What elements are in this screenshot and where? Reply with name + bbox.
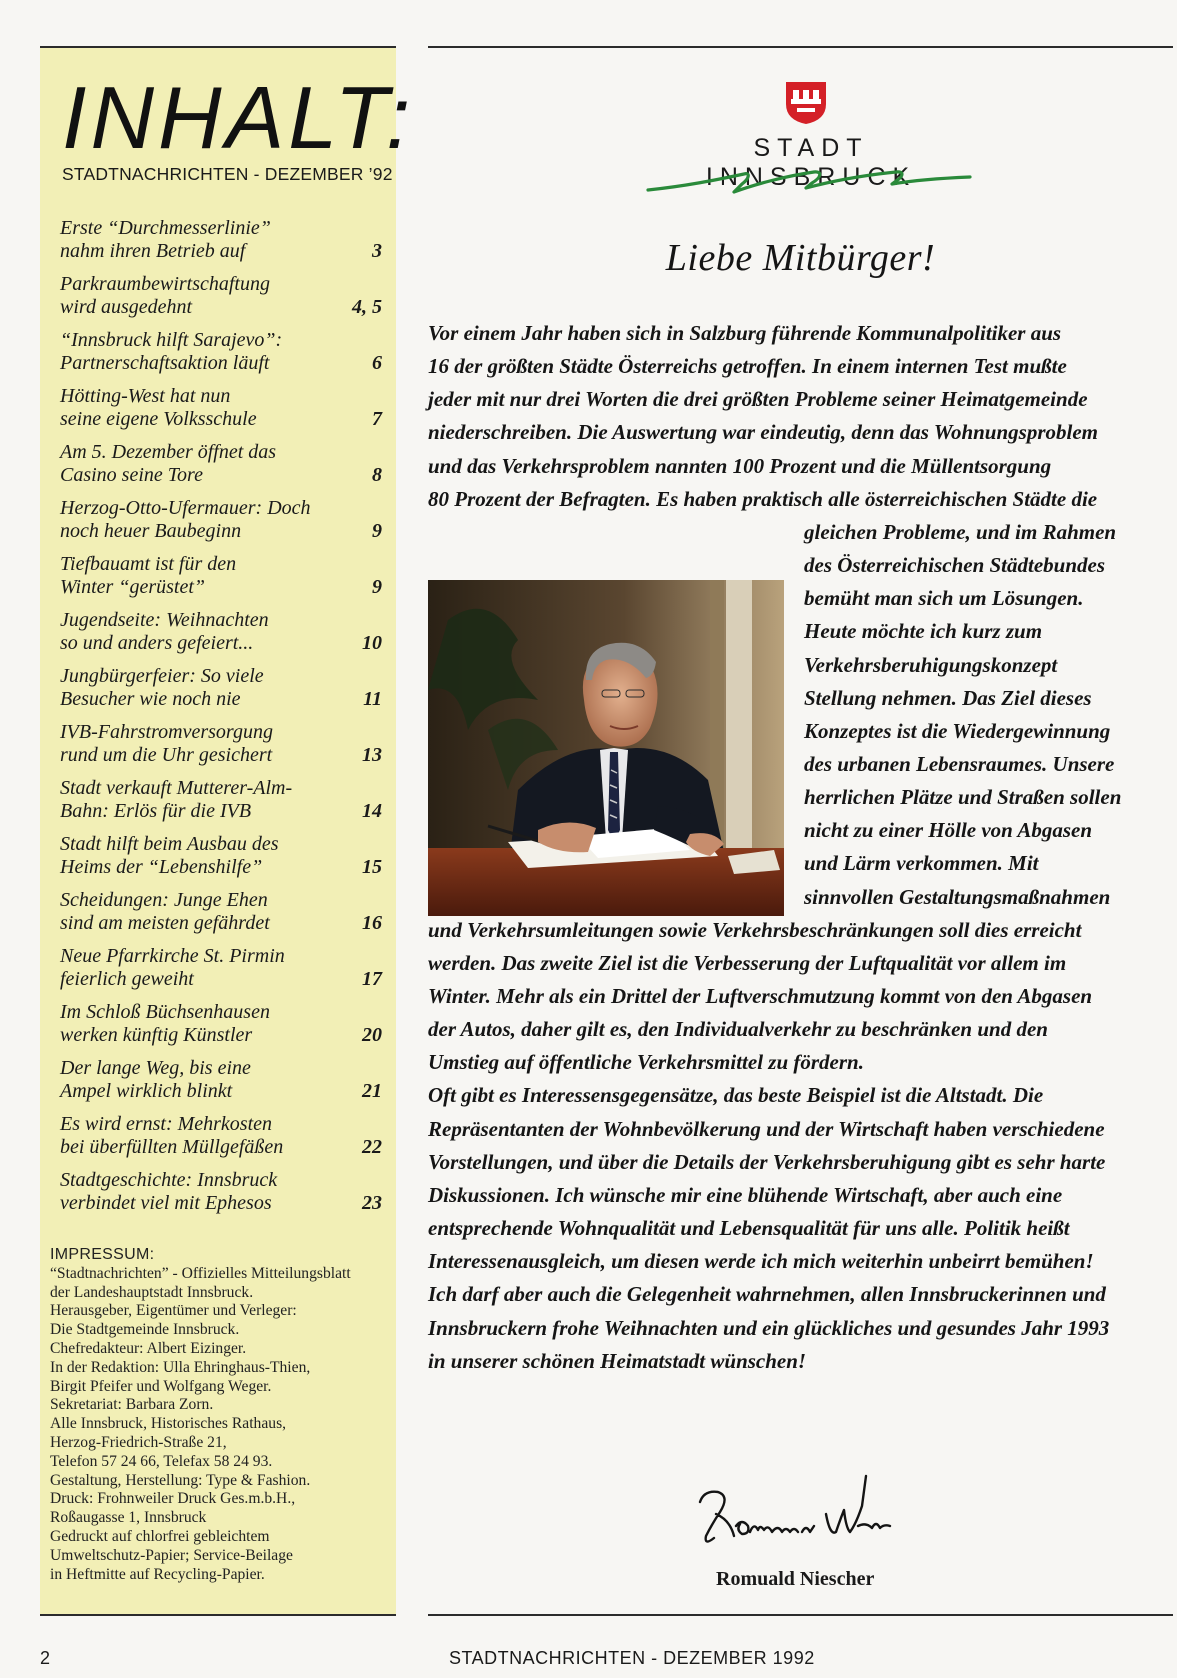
top-rule — [428, 46, 1173, 48]
letter-line: 80 Prozent der Befragten. Es haben praktisch alle österreichischen Städte die — [428, 486, 1098, 511]
toc-entry — [60, 721, 382, 777]
letter-line: niederschreiben. Die Auswertung war eindeutig, denn das Wohnungsproblem — [428, 420, 1098, 445]
toc-entry-title-line2: feierlich geweiht — [60, 968, 194, 990]
letter-line: Umstieg auf öffentliche Verkehrsmittel zu fördern. — [428, 1050, 864, 1075]
toc-entry — [60, 665, 382, 721]
letter-line: Heute möchte ich kurz zum — [804, 619, 1043, 644]
toc-entry-title-line1: Am 5. Dezember öffnet das — [60, 441, 277, 463]
letter-greeting: Liebe Mitbürger! — [665, 237, 936, 279]
letter-line: Innsbruckern frohe Weihnachten und ein glückliches und gesundes Jahr 1993 — [428, 1315, 1110, 1340]
letter-line: Ich darf aber auch die Gelegenheit wahrnehmen, allen Innsbruckerinnen und — [428, 1282, 1106, 1307]
impressum-line: Chefredakteur: Albert Eizinger. — [50, 1339, 247, 1357]
letter-line: Vorstellungen, und über die Details der Verkehrsberuhigung gibt es sehr harte — [428, 1149, 1106, 1174]
impressum-line: Druck: Frohnweiler Druck Ges.m.b.H., — [50, 1490, 296, 1508]
toc-entry — [60, 273, 382, 329]
toc-entry-title-line1: Hötting-West hat nun — [60, 385, 231, 407]
toc-entry — [60, 777, 382, 833]
toc-entry-title-line1: Stadtgeschichte: Innsbruck — [60, 1169, 278, 1191]
toc-entry-title-line2: Partnerschaftsaktion läuft — [60, 352, 270, 374]
toc-page-number: 23 — [362, 1192, 382, 1214]
toc-page-number: 17 — [362, 968, 382, 990]
toc-entry-title-line1: Jugendseite: Weihnachten — [60, 609, 269, 631]
letter-line: Stellung nehmen. Das Ziel dieses — [804, 685, 1092, 710]
toc-page-number: 3 — [372, 240, 382, 262]
bottom-rule — [428, 1614, 1173, 1616]
toc-entry-title-line1: Stadt verkauft Mutterer-Alm- — [60, 777, 293, 799]
table-of-contents — [60, 217, 382, 1225]
river-waves-icon — [646, 166, 972, 196]
impressum-line: Herzog-Friedrich-Straße 21, — [50, 1433, 227, 1451]
impressum-line: Sekretariat: Barbara Zorn. — [50, 1396, 214, 1414]
impressum-line: “Stadtnachrichten” - Offizielles Mitteilungsblatt — [50, 1264, 351, 1282]
letter-line: Repräsentanten der Wohnbevölkerung und der Wirtschaft haben verschiedene — [428, 1116, 1105, 1141]
toc-entry — [60, 217, 382, 273]
toc-entry-title-line1: Parkraumbewirtschaftung — [60, 273, 270, 295]
toc-entry — [60, 945, 382, 1001]
toc-entry-title-line2: rund um die Uhr gesichert — [60, 744, 273, 766]
toc-page-number: 15 — [362, 856, 382, 878]
toc-entry-title-line2: bei überfüllten Müllgefäßen — [60, 1136, 284, 1158]
impressum-line: Alle Innsbruck, Historisches Rathaus, — [50, 1415, 287, 1433]
impressum-line: Roßaugasse 1, Innsbruck — [50, 1509, 207, 1527]
letter-line: herrlichen Plätze und Straßen sollen — [804, 785, 1122, 810]
toc-entry-title-line2: Casino seine Tore — [60, 464, 203, 486]
letter-line: und Lärm verkommen. Mit — [804, 851, 1039, 876]
toc-page-number: 11 — [363, 688, 382, 710]
letter-line: entsprechende Wohnqualität und Lebensqualität für uns alle. Politik heißt — [428, 1216, 1070, 1241]
toc-entry-title-line2: Ampel wirklich blinkt — [60, 1080, 233, 1102]
toc-entry — [60, 553, 382, 609]
letter-line: und das Verkehrsproblem nannten 100 Prozent und die Müllentsorgung — [428, 453, 1052, 478]
letter-line: Winter. Mehr als ein Drittel der Luftverschmutzung kommt von den Abgasen — [428, 984, 1093, 1008]
impressum-text — [50, 1265, 390, 1585]
toc-entry-title-line2: Besucher wie noch nie — [60, 688, 241, 710]
city-crest-icon — [782, 78, 830, 126]
letter-line: Verkehrsberuhigungskonzept — [804, 652, 1058, 677]
impressum-line: Birgit Pfeifer und Wolfgang Weger. — [50, 1377, 272, 1395]
toc-entry-title-line2: verbindet viel mit Ephesos — [60, 1192, 272, 1214]
impressum-line: der Landeshauptstadt Innsbruck. — [50, 1283, 254, 1301]
toc-page-number: 14 — [362, 800, 382, 822]
toc-page-number: 9 — [372, 520, 382, 542]
handwritten-signature — [690, 1466, 900, 1560]
contents-subtitle: STADTNACHRICHTEN - DEZEMBER ’92 — [62, 164, 393, 184]
toc-page-number: 8 — [372, 464, 382, 486]
letter-line: sinnvollen Gestaltungsmaßnahmen — [804, 884, 1111, 909]
toc-entry — [60, 833, 382, 889]
letter-line: in unserer schönen Heimatstadt wünschen! — [428, 1348, 807, 1373]
impressum-line: Herausgeber, Eigentümer und Verleger: — [50, 1302, 297, 1320]
page-number: 2 — [40, 1648, 51, 1668]
toc-entry — [60, 889, 382, 945]
toc-entry-title-line1: Es wird ernst: Mehrkosten — [60, 1113, 273, 1135]
toc-entry-title-line1: IVB-Fahrstromversorgung — [60, 721, 273, 743]
impressum-line: in Heftmitte auf Recycling-Papier. — [50, 1565, 265, 1583]
toc-entry — [60, 1057, 382, 1113]
toc-entry — [60, 609, 382, 665]
toc-entry-title-line1: Neue Pfarrkirche St. Pirmin — [60, 945, 285, 967]
toc-entry-title-line1: Erste “Durchmesserlinie” — [60, 217, 271, 239]
impressum — [50, 1246, 390, 1584]
letter-line: nicht zu einer Hölle von Abgasen — [804, 818, 1093, 843]
letter-line: Vor einem Jahr haben sich in Salzburg führende Kommunalpolitiker aus — [428, 321, 1062, 345]
toc-entry-title-line2: Bahn: Erlös für die IVB — [60, 800, 252, 822]
toc-page-number: 20 — [362, 1024, 382, 1046]
toc-page-number: 21 — [362, 1080, 382, 1102]
toc-entry-title-line1: Der lange Weg, bis eine — [60, 1057, 251, 1079]
city-name: STADT INNSBRUCK — [705, 134, 917, 191]
letter-line: und Verkehrsumleitungen sowie Verkehrsbeschränkungen soll dies erreicht — [428, 917, 1082, 942]
mayor-photo — [428, 580, 784, 916]
toc-entry — [60, 1001, 382, 1057]
toc-entry-title-line2: noch heuer Baubeginn — [60, 520, 242, 542]
impressum-line: Telefon 57 24 66, Telefax 58 24 93. — [50, 1452, 273, 1470]
letter-line: Interessenausgleich, um diesen werde ich mich weiterhin unbeirrt bemühen! — [428, 1249, 1094, 1274]
toc-entry — [60, 1113, 382, 1169]
letter-line: des Österreichischen Städtebundes — [804, 553, 1106, 578]
toc-entry-title-line2: sind am meisten gefährdet — [60, 912, 270, 934]
letter-line: Oft gibt es Interessensgegensätze, das beste Beispiel ist die Altstadt. Die — [428, 1083, 1044, 1108]
toc-page-number: 4, 5 — [352, 296, 382, 318]
toc-entry-title-line2: seine eigene Volksschule — [60, 408, 257, 430]
city-logo — [640, 78, 980, 198]
impressum-line: Die Stadtgemeinde Innsbruck. — [50, 1321, 240, 1339]
impressum-heading: IMPRESSUM: — [50, 1246, 155, 1263]
impressum-line: In der Redaktion: Ulla Ehringhaus-Thien, — [50, 1358, 311, 1376]
letter-line: werden. Das zweite Ziel ist die Verbesserung der Luftqualität vor allem im — [428, 950, 1067, 975]
letter-line: bemüht man sich um Lösungen. — [804, 586, 1084, 611]
signer-name: Romuald Niescher — [716, 1568, 875, 1590]
footer-title: STADTNACHRICHTEN - DEZEMBER 1992 — [449, 1648, 815, 1668]
toc-page-number: 7 — [372, 408, 382, 430]
toc-entry — [60, 497, 382, 553]
toc-entry-title-line1: “Innsbruck hilft Sarajevo”: — [60, 329, 283, 351]
toc-entry-title-line1: Jungbürgerfeier: So viele — [60, 665, 264, 687]
letter-line: jeder mit nur drei Worten die drei größten Probleme seiner Heimatgemeinde — [428, 387, 1088, 412]
letter-line: gleichen Probleme, und im Rahmen — [804, 519, 1117, 544]
letter-line: Konzeptes ist die Wiedergewinnung — [804, 718, 1111, 743]
toc-page-number: 16 — [362, 912, 382, 934]
letter-line: des urbanen Lebensraumes. Unsere — [804, 751, 1115, 776]
toc-entry-title-line2: werken künftig Künstler — [60, 1024, 253, 1046]
toc-page-number: 6 — [372, 352, 382, 374]
toc-entry-title-line2: so und anders gefeiert... — [60, 632, 254, 654]
contents-title: INHALT: — [62, 68, 415, 167]
impressum-line: Umweltschutz-Papier; Service-Beilage — [50, 1546, 293, 1564]
impressum-line: Gedruckt auf chlorfrei gebleichtem — [50, 1527, 270, 1545]
contents-sidebar — [40, 46, 415, 1616]
letter-line: 16 der größten Städte Österreichs getroffen. In einem internen Test mußte — [428, 354, 1067, 379]
toc-entry — [60, 441, 382, 497]
toc-page-number: 10 — [362, 632, 382, 654]
toc-page-number: 9 — [372, 576, 382, 598]
toc-entry-title-line1: Im Schloß Büchsenhausen — [60, 1001, 270, 1023]
letter-line: der Autos, daher gilt es, den Individualverkehr zu beschränken und den — [428, 1017, 1048, 1042]
toc-entry-title-line2: wird ausgedehnt — [60, 296, 193, 318]
toc-entry-title-line1: Scheidungen: Junge Ehen — [60, 889, 268, 911]
letter-line: Diskussionen. Ich wünsche mir eine blühende Wirtschaft, aber auch eine — [428, 1182, 1063, 1207]
toc-page-number: 13 — [362, 744, 382, 766]
impressum-line: Gestaltung, Herstellung: Type & Fashion. — [50, 1471, 311, 1489]
toc-page-number: 22 — [362, 1136, 382, 1158]
toc-entry — [60, 1169, 382, 1225]
toc-entry-title-line1: Herzog-Otto-Ufermauer: Doch — [60, 497, 311, 519]
toc-entry-title-line2: Heims der “Lebenshilfe” — [60, 856, 263, 878]
toc-entry-title-line2: nahm ihren Betrieb auf — [60, 240, 246, 262]
toc-entry-title-line1: Tiefbauamt ist für den — [60, 553, 237, 575]
toc-entry — [60, 385, 382, 441]
toc-entry-title-line1: Stadt hilft beim Ausbau des — [60, 833, 279, 855]
toc-entry — [60, 329, 382, 385]
toc-entry-title-line2: Winter “gerüstet” — [60, 576, 206, 598]
